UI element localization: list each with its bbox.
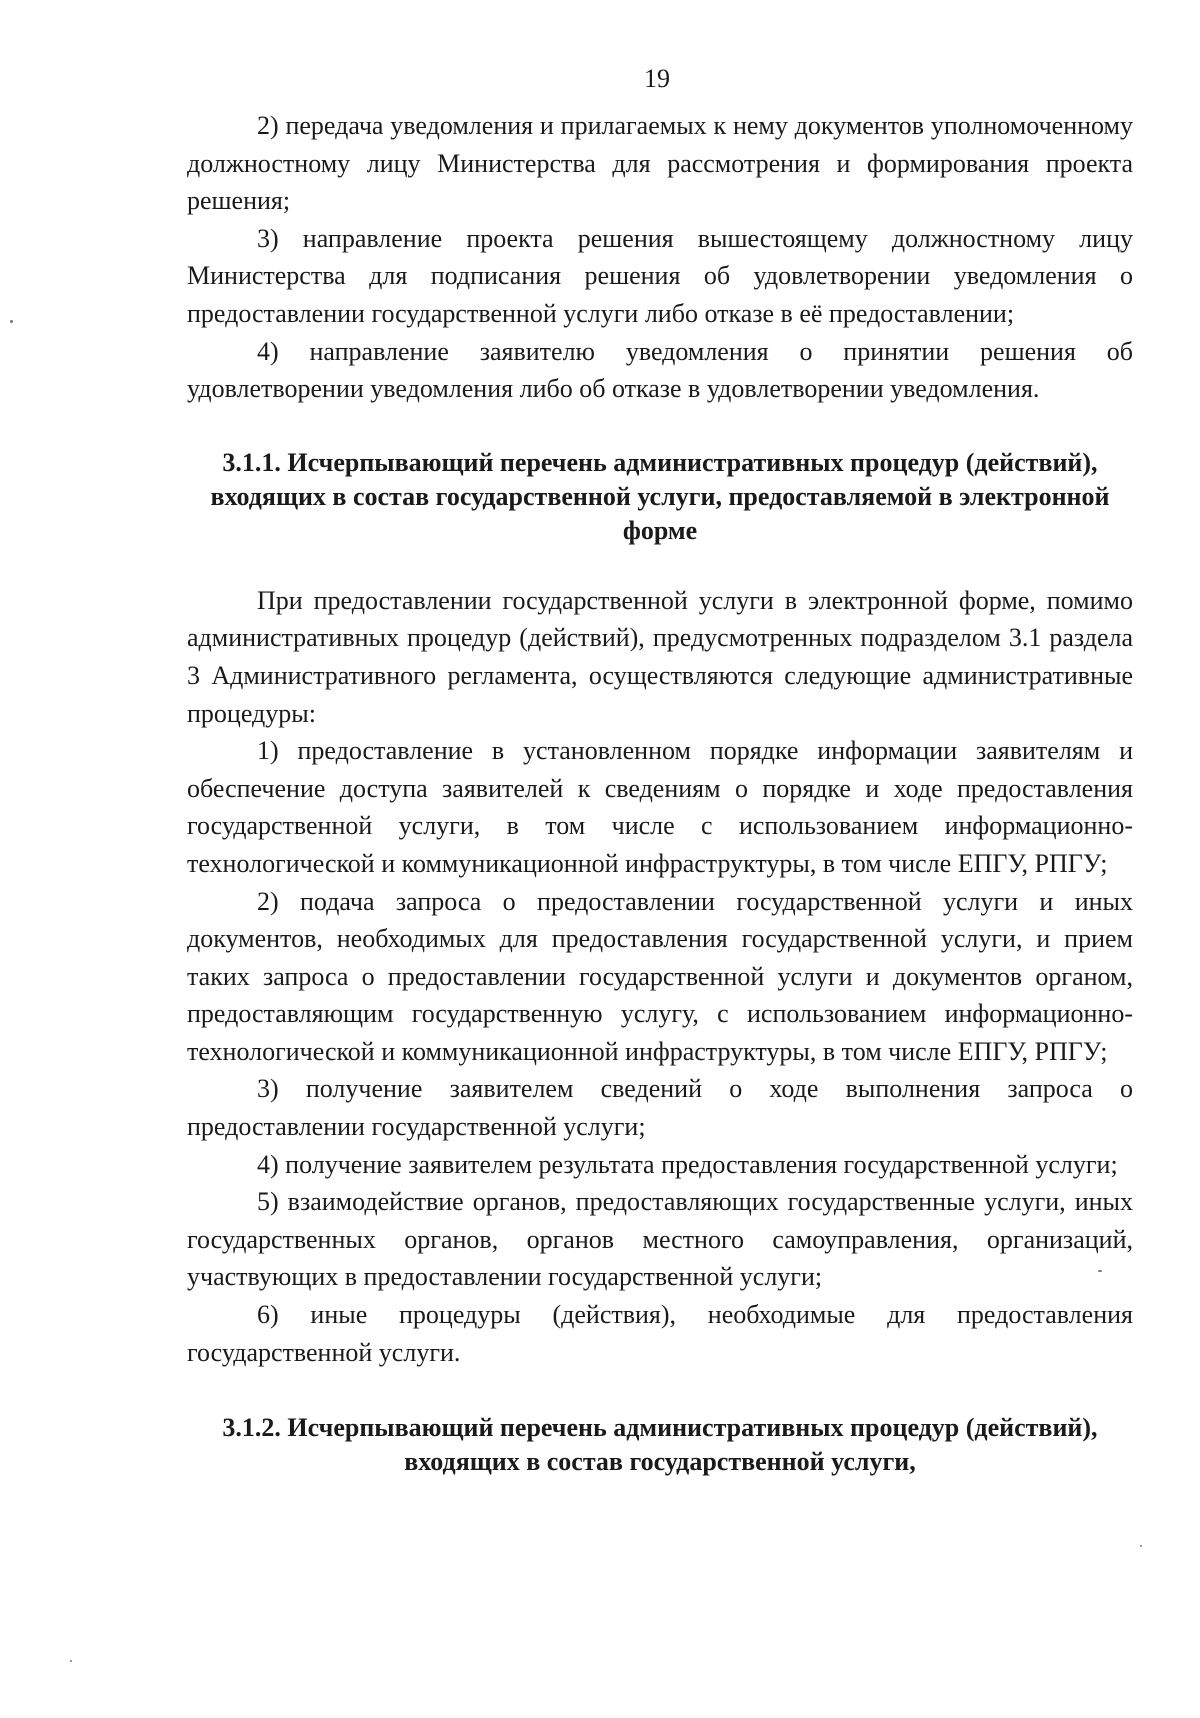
paragraph-step-4: 4) направление заявителю уведомления о принятии решения об удовлетворении уведомления либо об отказе в удовлетворении уведомления. xyxy=(187,336,1133,404)
scan-speck xyxy=(1140,1545,1142,1547)
intro-paragraph: При предоставлении государственной услуги в электронной форме, помимо административных процедур (действий), предусмотренных подразделом 3.1 раздела 3 Административного регламента, осуществляются следующие административные процедуры: xyxy=(187,585,1133,728)
list-item-5: 5) взаимодействие органов, предоставляющих государственные услуги, иных государственных органов, органов местного самоуправления, организаций, участвующих в предоставлении государственной услуги; xyxy=(187,1187,1133,1292)
paragraph-step-3: 3) направление проекта решения вышестоящему должностному лицу Министерства для подписания решения об удовлетворении уведомления о предоставлении государственной услуги либо отказе в её предоставлении; xyxy=(187,223,1133,328)
scan-speck xyxy=(10,320,13,323)
page-number: 19 xyxy=(644,64,670,93)
list-item-3: 3) получение заявителем сведений о ходе выполнения запроса о предоставлении государственной услуги; xyxy=(187,1074,1133,1142)
scan-speck xyxy=(1098,1270,1102,1272)
paragraph-step-2: 2) передача уведомления и прилагаемых к нему документов уполномоченному должностному лицу Министерства для рассмотрения и формирования проекта решения; xyxy=(187,111,1133,216)
section-heading-3-1-1: 3.1.1. Исчерпывающий перечень административных процедур (действий), входящих в состав государственной услуги, предоставляемой в электронной форме xyxy=(210,447,1110,545)
list-item-4: 4) получение заявителем результата предоставления государственной услуги; xyxy=(257,1149,1118,1179)
section-heading-3-1-2: 3.1.2. Исчерпывающий перечень административных процедур (действий), входящих в состав государственной услуги, xyxy=(222,1413,1098,1477)
list-item-6: 6) иные процедуры (действия), необходимые для предоставления государственной услуги. xyxy=(187,1300,1133,1367)
scan-speck xyxy=(70,1660,72,1662)
list-item-1: 1) предоставление в установленном порядке информации заявителям и обеспечение доступа заявителей к сведениям о порядке и ходе предоставления государственной услуги, в том числе с использованием информационно-технологической и коммуникационной инфраструктуры, в том числе ЕПГУ, РПГУ; xyxy=(187,736,1133,878)
list-item-2: 2) подача запроса о предоставлении государственной услуги и иных документов, необходимых для предоставления государственной услуги, и прием таких запроса о предоставлении государственной услуги и документов органом, предоставляющим государственную услугу, с использованием информационно-технологической и коммуникационной инфраструктуры, в том числе ЕПГУ, РПГУ; xyxy=(187,886,1133,1066)
document-body xyxy=(187,107,1133,1479)
